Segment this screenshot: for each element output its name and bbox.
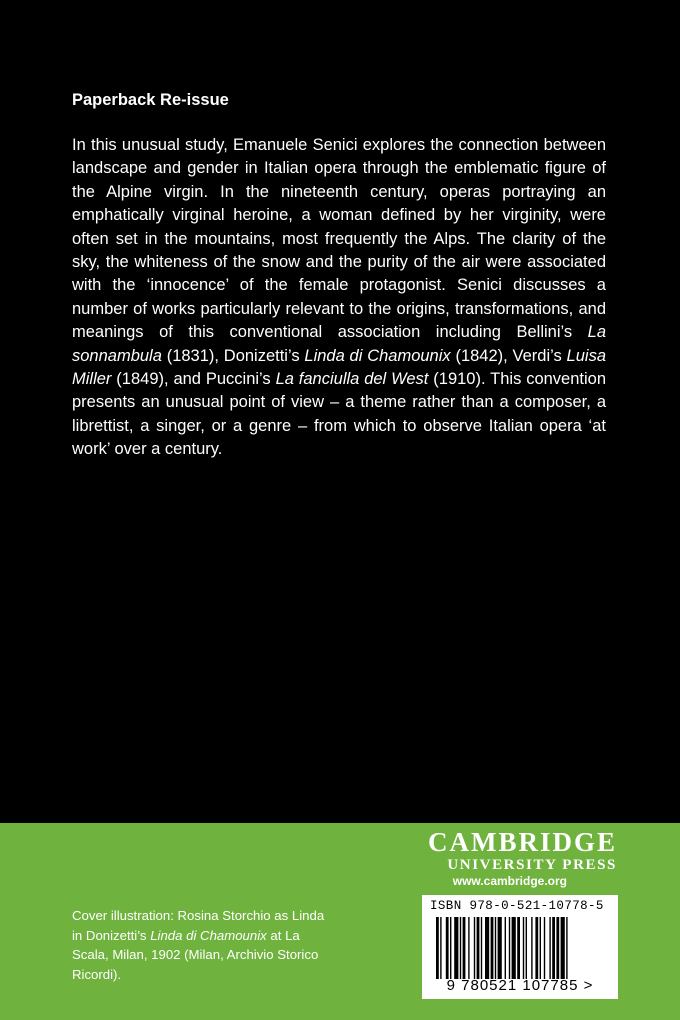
publisher-url[interactable]: www.cambridge.org bbox=[452, 874, 567, 888]
barcode-bar bbox=[495, 917, 496, 979]
barcode-bar bbox=[505, 917, 506, 979]
book-blurb bbox=[72, 134, 606, 462]
reissue-label: Paperback Re-issue bbox=[72, 91, 229, 109]
barcode-bar bbox=[498, 917, 502, 979]
barcode-bar bbox=[474, 917, 475, 979]
barcode-bar bbox=[477, 917, 480, 979]
cover-credit bbox=[72, 906, 332, 984]
barcode-bar bbox=[556, 917, 559, 979]
work-title: Luisa Miller bbox=[72, 346, 606, 389]
barcode-bar bbox=[440, 917, 441, 979]
credit-work-title: Linda di Chamounix bbox=[150, 927, 267, 943]
barcode-bar bbox=[491, 917, 494, 979]
barcode-bar bbox=[544, 917, 545, 979]
barcode-bar bbox=[468, 917, 469, 979]
barcode-bar bbox=[517, 917, 520, 979]
barcode-bar bbox=[523, 917, 524, 979]
publisher-name: CAMBRIDGE bbox=[427, 827, 617, 857]
isbn-text: ISBN 978-0-521-10778-5 bbox=[430, 899, 604, 913]
blurb-text: (1910). This convention presents an unusual point of view – a theme rather than a composer, a librettist, a singer, or a genre – from which to observe Italian opera ‘at work’ over a century. bbox=[72, 370, 607, 459]
barcode-bar bbox=[450, 917, 451, 979]
barcode-bar bbox=[485, 917, 489, 979]
barcode-bar bbox=[481, 917, 482, 979]
barcode-bar bbox=[436, 917, 439, 979]
blurb-text: In this unusual study, Emanuele Senici explores the connection between landscape and gender in Italian opera through the emblematic figure of the Alpine virgin. In the nineteenth century, operas portraying an emphatically virginal heroine, a woman defined by her virginity, were often set in the mountains, most frequently the Alps. The clarity of the sky, the whiteness of the snow and the purity of the air were associated with the ‘innocence’ of the female protagonist. Senici discusses a number of works particularly relevant to the origins, transformations, and meanings of this conventional association including Bellini’s bbox=[72, 136, 606, 342]
barcode-bar bbox=[526, 917, 527, 979]
barcode-bar bbox=[509, 917, 510, 979]
barcode-bar bbox=[460, 917, 461, 979]
blurb-text: (1831), Donizetti’s bbox=[161, 346, 305, 365]
credit-text: at La Scala, Milan, 1902 (Milan, Archivio Storico Ricordi). bbox=[72, 927, 319, 982]
barcode-bar bbox=[552, 917, 555, 979]
barcode-bar bbox=[446, 917, 449, 979]
barcode-bar bbox=[535, 917, 538, 979]
blurb-text: (1849), and Puccini’s bbox=[111, 370, 276, 389]
barcode-bar bbox=[549, 917, 550, 979]
blurb-text: (1842), Verdi’s bbox=[450, 346, 567, 365]
credit-text: Cover illustration: Rosina Storchio as Linda in Donizetti’s bbox=[72, 908, 325, 943]
barcode-icon bbox=[436, 917, 606, 979]
barcode-box bbox=[422, 895, 618, 999]
barcode-bar bbox=[463, 917, 466, 979]
publisher-subtitle: UNIVERSITY PRESS bbox=[447, 857, 617, 873]
barcode-bar bbox=[540, 917, 541, 979]
barcode-bar bbox=[566, 917, 567, 979]
publisher-logo bbox=[428, 828, 617, 874]
barcode-bar bbox=[454, 917, 458, 979]
barcode-bar bbox=[531, 917, 532, 979]
work-title: La fanciulla del West bbox=[275, 370, 429, 389]
barcode-digits: 9 780521 107785 > bbox=[446, 977, 594, 994]
barcode-bar bbox=[561, 917, 565, 979]
barcode-bar bbox=[512, 917, 516, 979]
work-title: Linda di Chamounix bbox=[304, 346, 451, 365]
work-title: La sonnambula bbox=[72, 323, 606, 365]
